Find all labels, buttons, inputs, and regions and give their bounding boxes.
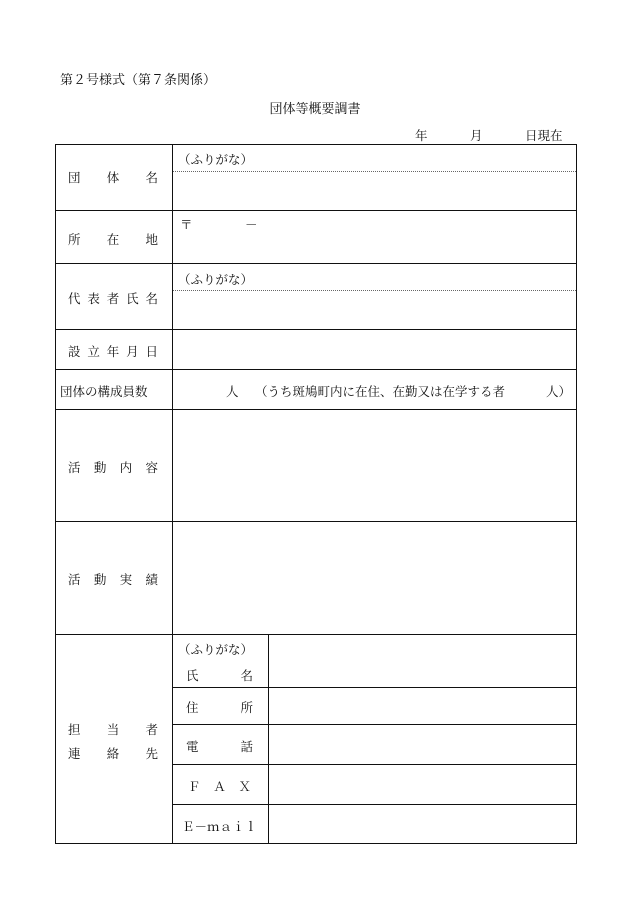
postal-mark: 〒	[180, 217, 193, 232]
row-line	[55, 369, 577, 370]
contact-furigana-label: （ふりがな）	[178, 642, 254, 657]
members-local-note: （うち斑鳩町内に在住、在勤又は在学する者	[255, 384, 506, 399]
row-line	[55, 144, 577, 145]
representative-field[interactable]	[173, 291, 576, 328]
contact-fax-field[interactable]	[269, 765, 576, 803]
activity-content-field[interactable]	[173, 410, 576, 520]
activity-results-field[interactable]	[173, 522, 576, 633]
contact-fax-label: Ｆ Ａ Ｘ	[188, 779, 251, 794]
contact-name-field[interactable]	[269, 635, 576, 686]
contact-name-label: 氏 名	[186, 668, 253, 683]
members-label: 団体の構成員数	[60, 384, 148, 399]
contact-person-label: 担 当 者	[68, 722, 158, 737]
members-unit: 人	[226, 384, 239, 399]
address-field[interactable]	[173, 211, 576, 262]
row-line	[55, 843, 577, 844]
contact-email-field[interactable]	[269, 805, 576, 842]
day-label: 日現在	[525, 128, 563, 143]
date-line	[415, 126, 563, 144]
members-local-unit: 人）	[546, 384, 572, 399]
postal-dash: －	[245, 217, 258, 232]
form-number: 第２号様式（第７条関係）	[60, 73, 217, 88]
contact-address-field[interactable]	[269, 688, 576, 723]
table-border-right	[576, 144, 577, 844]
group-name-field[interactable]	[173, 172, 576, 209]
established-label: 設 立 年 月 日	[68, 344, 158, 359]
representative-label: 代 表 者 氏 名	[68, 291, 158, 306]
representative-furigana-label: （ふりがな）	[178, 272, 254, 287]
contact-address-label: 住 所	[186, 700, 253, 715]
contact-email-label: Ｅ － ｍ ａ ｉ ｌ	[182, 819, 258, 834]
document-title: 団体等概要調書	[269, 102, 361, 117]
activity-content-label: 活 動 内 容	[68, 460, 158, 475]
group-name-furigana-label: （ふりがな）	[178, 152, 254, 167]
contact-info-label: 連 絡 先	[68, 746, 158, 761]
activity-results-label: 活 動 実 績	[68, 572, 158, 587]
address-label: 所 在 地	[68, 232, 158, 247]
contact-phone-field[interactable]	[269, 725, 576, 763]
table-border-left	[55, 144, 56, 844]
established-field[interactable]	[173, 330, 576, 368]
row-line	[55, 263, 577, 264]
month-label: 月	[470, 128, 483, 143]
group-name-label: 団 体 名	[68, 170, 158, 185]
year-label: 年	[415, 128, 428, 143]
contact-phone-label: 電 話	[186, 739, 253, 754]
